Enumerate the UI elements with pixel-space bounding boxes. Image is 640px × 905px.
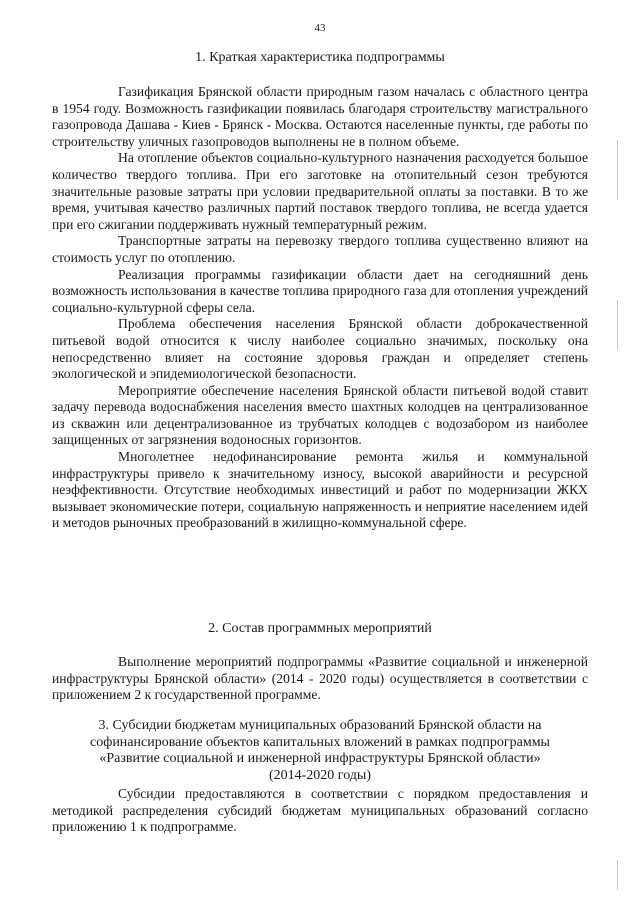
section-1 bbox=[52, 50, 588, 67]
scan-mark bbox=[617, 140, 618, 200]
section-heading-2: 2. Состав программных мероприятий bbox=[208, 621, 432, 636]
paragraph-gasification: Газификация Брянской области природным газом началась с областного центра в 1954 году. Возможность газификации появилась благодаря строительству магистрального газопровода Дашава - Киев - Брянск - Москва. Остаются населенные пункты, где работы по строительству уличных газопроводов выполнены не в полном объеме. bbox=[52, 84, 588, 149]
paragraph-underfunding: Многолетнее недофинансирование ремонта жилья и коммунальной инфраструктуры привело к значительному износу, высокой аварийности и ресурсной неэффективности. Отсутствие необходимых инвестиций и работ по модернизации ЖКХ вызывает экономические потери, социальную напряженность и неприятие населением идей и методов рыночных преобразований в жилищно-коммунальной сфере. bbox=[52, 449, 588, 531]
section-1-body bbox=[52, 84, 588, 532]
scan-mark bbox=[617, 860, 618, 890]
paragraph-heating: На отопление объектов социально-культурного назначения расходуется большое количество твердого топлива. При его заготовке на отопительный сезон требуются значительные разовые затраты при условии предварительной оплаты за поставки. В то же время, учитывая качество различных партий поставок твердого топлива, не всегда удается при его сжигании поддерживать нужный температурный режим. bbox=[52, 150, 588, 232]
section-heading-3-line-3: «Развитие социальной и инженерной инфраструктуры Брянской области» bbox=[99, 751, 541, 767]
section-2-body bbox=[52, 654, 588, 704]
section-heading-3-line-1: 3. Субсидии бюджетам муниципальных образований Брянской области на bbox=[98, 718, 542, 733]
section-heading-3-line-4: (2014-2020 годы) bbox=[268, 767, 371, 783]
section-3 bbox=[52, 718, 588, 784]
scan-mark bbox=[617, 300, 618, 350]
paragraph-water-measure: Мероприятие обеспечение населения Брянской области питьевой водой ставит задачу перевода водоснабжения населения вместо шахтных колодцев на централизованное из скважин или децентрализованное из трубчатых колодцев с водозабором из наиболее защищенных от загрязнения водоносных горизонтов. bbox=[52, 382, 588, 448]
paragraph-program-composition: Выполнение мероприятий подпрограммы «Развитие социальной и инженерной инфраструктуры Брянской области» (2014 - 2020 годы) осуществляется в соответствии с приложением 2 к государственной программе. bbox=[52, 654, 588, 703]
section-heading-3-line-2: софинансирование объектов капитальных вложений в рамках подпрограммы bbox=[90, 734, 550, 750]
section-2 bbox=[52, 621, 588, 638]
page-number: 43 bbox=[314, 22, 326, 34]
section-heading-1: 1. Краткая характеристика подпрограммы bbox=[195, 50, 445, 65]
paragraph-transport: Транспортные затраты на перевозку твердого топлива существенно влияют на стоимость услуг по отоплению. bbox=[52, 233, 588, 265]
section-3-body bbox=[52, 786, 588, 836]
paragraph-implementation: Реализация программы газификации области дает на сегодняшний день возможность использования в качестве топлива природного газа для отопления учреждений социально-культурной сферы села. bbox=[52, 266, 588, 315]
paragraph-water-problem: Проблема обеспечения населения Брянской области доброкачественной питьевой водой относится к числу наиболее социально значимых, поскольку она непосредственно влияет на состояние здоровья граждан и определяет степень экологической и эпидемиологической безопасности. bbox=[52, 316, 588, 382]
paragraph-subsidies: Субсидии предоставляются в соответствии с порядком предоставления и методикой распределения субсидий бюджетам муниципальных образований согласно приложению 1 к подпрограмме. bbox=[52, 786, 588, 835]
